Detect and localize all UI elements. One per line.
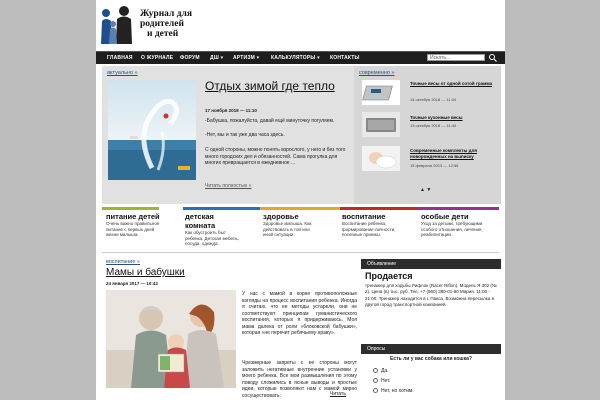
featured-paragraph-2: -Нет, мы и так уже два часа здесь. [205,132,285,138]
scale-thumbnail[interactable] [362,80,400,105]
radio-button[interactable] [373,388,378,393]
featured-title-link[interactable]: Отдых зимой где тепло [205,79,335,93]
search-icon[interactable] [488,53,498,63]
featured-category-link[interactable]: актуально » [107,70,138,76]
category-title[interactable]: воспитание [342,212,386,221]
category-title[interactable]: питание детей [106,212,160,221]
nav-item-dsh[interactable] [210,52,223,64]
slider-arrows [420,187,431,193]
poll-option-want[interactable] [373,388,414,394]
site-title-line3: и детей [147,29,179,39]
category-nutrition [106,212,163,238]
poll-question: Есть ли у вас собака или кошка? [390,356,472,362]
sidebar-item-title-3[interactable]: Современные комплекты для новорожденных на выписку [410,148,477,159]
post-paragraph-1: У нас с мамой в корне противоположные взгляды на процесс воспитания ребенка. Иногда я считаю, что ее методы устарели, они не соответствуют принципам гуманистического воспитания, которых я придерживаюсь. Моя мама далека от роли «блоковской бабушки», которая «не перечит ребячьему нраву». [242,291,357,336]
category-desc: Очень важно правильное питание с первых дней жизни малыша. [106,221,160,237]
poll-option-yes[interactable] [373,368,389,374]
category-special [421,212,493,238]
featured-image-flyboard[interactable] [108,80,196,180]
post-date: 24 января 2017 — 10:42 [106,281,158,286]
baby-thumbnail[interactable] [362,146,400,171]
category-kids-room [185,212,242,247]
featured-paragraph-3: С одной стороны, можно понять взрослого, у него и без того много городских дел и обязанностей. Сама прогулка для многих превращается в ежедневное ... [205,147,346,166]
poll-option-no[interactable] [373,378,390,384]
post-paragraph-2: Чрезмерные запреты с ее стороны могут заложить негативные внутренние установки у моего ребенка. Все мои размышления по этому поводу сложились в ясные выводы и простые идеи, которые позволяют нам с мамой мирно сосуществовать: [242,360,357,399]
nav-item-calculators[interactable] [271,52,320,64]
category-desc: Как обустроить быт ребенка. Детская мебель, посуда, одежда. [185,230,240,246]
sidebar-item-date-2: 13 октября 2018 — 11:44 [410,123,457,128]
kitchen-scale-thumbnail[interactable] [362,112,400,137]
category-bar-nutrition [102,207,159,210]
site-title[interactable] [140,9,192,39]
site-title-line2: родителей [140,19,184,29]
poll-option-label: Нет. [381,378,391,384]
post-title-link[interactable]: Мамы и бабушки [106,267,185,278]
search-input[interactable]: Искать... [427,54,485,61]
category-bar-kids-room [183,207,260,210]
sidebar-item-title-1[interactable]: Точные весы от одной сотой грамма [410,81,493,86]
nav-item-calculators-label: КАЛЬКУЛЯТОРЫ [271,55,316,61]
category-title[interactable]: здоровье [263,212,299,221]
post-image-mother-grandmother[interactable] [106,290,236,388]
site-title-line1: Журнал для [140,9,192,19]
category-bar-upbringing [340,207,418,210]
sidebar-item-title-2[interactable]: Точные кухонные весы [410,115,463,120]
post-category-link[interactable]: воспитание » [106,259,140,265]
arrow-up-icon[interactable]: ▲ [420,187,425,193]
nav-item-home[interactable]: ГЛАВНАЯ [107,55,133,61]
chevron-down-icon: ▾ [220,55,224,61]
category-bar-special [418,207,499,210]
category-title[interactable]: особые дети [421,212,469,221]
nav-item-forum[interactable]: ФОРУМ [180,55,200,61]
nav-item-about[interactable]: О ЖУРНАЛЕ [141,55,174,61]
category-title[interactable]: детская комната [185,212,216,230]
featured-date: 17 ноября 2018 — 11:10 [205,108,257,113]
radio-button[interactable] [373,368,378,373]
poll-option-label: Нет, но хотим. [381,388,414,394]
poll-widget-header: Опросы [361,344,501,354]
sidebar-item-date-3: 15 февраля 2013 — 12:55 [410,163,459,168]
featured-post [102,66,354,204]
nav-item-contacts[interactable]: КОНТАКТЫ [330,55,360,61]
chevron-down-icon: ▾ [317,55,320,61]
category-bar-health [260,207,340,210]
nav-item-autism-label: АРТИЗМ [233,55,256,61]
poll-option-label: Да. [381,368,389,374]
category-desc: Воспитание ребенка, формирование личности, полезные приемы. [342,221,396,237]
post-read-more-link[interactable]: Читать [330,391,346,397]
main-nav [96,51,505,64]
ad-widget-header: Объявление [361,259,501,269]
category-desc: Здоровье малыша. Как действовать в той или иной ситуации. [263,221,312,237]
arrow-down-icon[interactable]: ▼ [426,187,432,193]
category-upbringing [342,212,399,238]
nav-item-autism[interactable] [233,52,259,64]
nav-item-dsh-label: ДШ [210,55,219,61]
featured-read-more-link[interactable]: Читать полностью » [205,183,252,189]
ad-title: Продается [365,271,413,281]
chevron-down-icon: ▾ [256,55,260,61]
category-desc: Уход за детьми, требующими особого отношения, лечения, реабилитации. [421,221,483,237]
category-health [263,212,320,238]
divider [102,252,499,253]
radio-button[interactable] [373,378,378,383]
modern-sidebar [354,66,501,204]
sidebar-category-link[interactable]: современно » [359,70,395,76]
featured-paragraph-1: -Бабушка, пожалуйста, давай ещё минуточку погуляем. [205,118,335,124]
page [96,0,505,400]
sidebar-item-date-1: 14 октября 2018 — 11:04 [410,97,457,102]
ad-text: тренажер для ходьбы Рифлок (Racer Riflon). Модель Я 302 (№ 2). Цена (в) тыс. руб. Тел. +7 (960) 380-01-80 Мария. 11:00 - 21:00. Тренажер находится в г. Пакса, Возможна пересылка в другой город транспортной компанией. [365,283,497,307]
site-logo[interactable] [98,4,138,44]
